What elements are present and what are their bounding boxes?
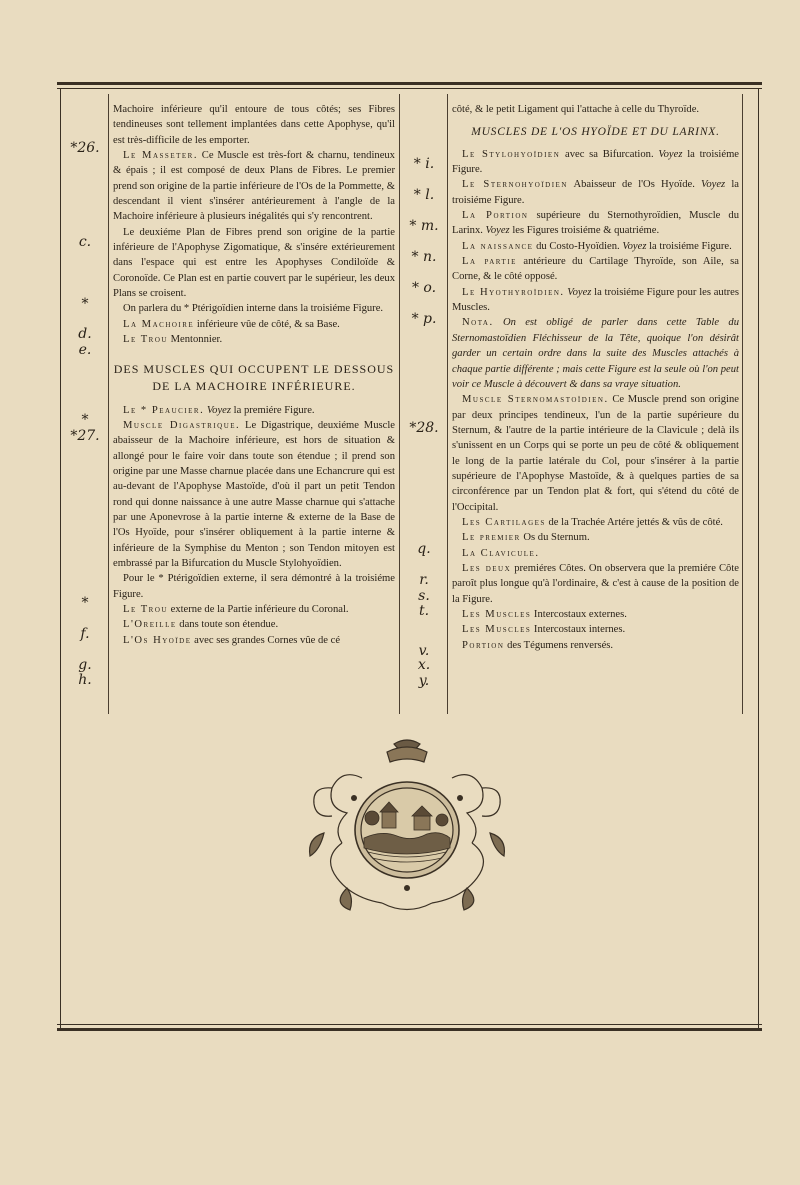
entry-text: inférieure vûe de côté, & sa Base.: [194, 318, 340, 330]
paragraph: [113, 602, 395, 617]
entry-italic: Voyez: [622, 240, 647, 252]
column-rule: [399, 94, 400, 714]
frame-bottom-rule-thin: [57, 1024, 762, 1025]
paragraph: [452, 177, 739, 208]
entry-text: Mentonnier.: [167, 334, 223, 346]
entry-text: premiéres Côtes. On observera que la premiére Côte paroît plus longue qu'à l'ordinaire, & c'est à cause de la position de la Figure.: [452, 562, 739, 605]
entry-italic: On est obligé de parler dans cette Table du Sternomastoïdien Fléchisseur de la Tête, quoique l'on désirât garder un certain ordre dans la suite des Muscles attachés à chaque partie différente ; mais cette Figure est la seule où l'on peut voir ce Muscle à découvert & dans sa vraye situation.: [452, 317, 739, 390]
entry-lead: La Machoire: [123, 318, 195, 330]
entry-text: des Tégumens renversés.: [504, 639, 614, 651]
entry-lead: Le Trou: [123, 334, 168, 346]
margin-reference: d.: [78, 326, 92, 342]
entry-lead: Nota.: [462, 317, 494, 329]
entry-text: externe de la Partie inférieure du Coronal.: [167, 603, 349, 615]
entry-text: les Figures troisiéme & quatriéme.: [509, 225, 660, 237]
margin-reference: *27.: [70, 428, 100, 444]
margin-reference: *28.: [409, 420, 439, 436]
paragraph: [113, 317, 395, 332]
entry-text: la troisiéme Figure.: [452, 179, 740, 206]
frame-left-rule: [60, 88, 61, 1028]
margin-reference: * i.: [413, 156, 435, 172]
paragraph: [452, 285, 739, 316]
entry-lead: Muscle Digastrique.: [123, 419, 241, 431]
margin-reference: c.: [78, 234, 92, 250]
entry-text: la premiére Figure.: [231, 404, 315, 416]
margin-reference: r.: [419, 572, 429, 588]
paragraph: côté, & le petit Ligament qui l'attache à celle du Thyroïde.: [452, 104, 700, 115]
column-rule: [108, 94, 109, 714]
paragraph: [452, 239, 739, 254]
paragraph: [452, 607, 739, 622]
paragraph: [113, 633, 395, 648]
entry-italic: Voyez: [206, 404, 231, 416]
entry-text: avec sa Bifurcation.: [560, 148, 659, 160]
column-rule: [742, 94, 743, 714]
entry-text: supérieure du Sternothyroïdien, Muscle du Larinx.: [452, 210, 739, 237]
section-heading: MUSCLES DE L'OS HYOÏDE ET DU LARINX.: [471, 126, 720, 139]
margin-reference: *: [81, 595, 89, 611]
margin-reference: f.: [80, 626, 90, 642]
entry-lead: Les Muscles: [462, 624, 532, 636]
entry-lead: Muscle Sternomastoïdien.: [462, 394, 609, 406]
margin-reference: * o.: [411, 280, 437, 296]
paragraph: Pour le * Ptérigoïdien externe, il sera démontré à la troisiéme Figure.: [113, 573, 395, 600]
entry-lead: Les deux: [462, 562, 512, 574]
entry-text: Ce Muscle prend son origine par deux principes tendineux, l'un de la partie supérieure du Sternum, & l'autre de la partie intérieure de la Clavicule ; delà ils s'unissent en un Corps qui se porte un peu de côté & obliquement le long de la partie latérale du Col, pour s'insérer à la partie supérieure de l'Apophyse Mastoïde, & à quelques parties de sa circonférence par un Tendon plat & fort, qui s'étend du côté de l'Occipital.: [452, 394, 739, 513]
entry-lead: La Portion: [462, 210, 529, 222]
entry-italic: Voyez: [701, 179, 726, 191]
entry-text: Abaisseur de l'Os Hyoïde.: [567, 179, 702, 191]
entry-lead: L'Os Hyoïde: [123, 634, 192, 646]
paragraph: [452, 622, 739, 637]
entry-lead: Les Cartilages: [462, 516, 546, 528]
paragraph: Le deuxiéme Plan de Fibres prend son origine de la partie inférieure de l'Apophyse Zigomatique, & s'insére extérieurement dans l'espace qui est entre les Apophyses Condiloïde & Coronoïde. Ce Plan est en partie couvert par le supérieur, les deux Plans se croisent.: [113, 226, 395, 300]
paragraph: [452, 546, 739, 561]
entry-text: Intercostaux internes.: [531, 624, 626, 636]
paragraph: [452, 254, 739, 285]
entry-lead: L'Oreille: [123, 619, 177, 631]
frame-right-rule: [758, 88, 759, 1028]
margin-reference: *26.: [70, 140, 100, 156]
left-text-column: [113, 102, 395, 648]
entry-text: Le Digastrique, deuxiéme Muscle abaisseur de la Machoire inférieure, est hors de situation & allongé pour le faire voir dans toute son étendue ; il prend son origine par une Masse charnue placée dans une Echancrure qui est au-devant de l'Apophyse Mastoïde, d'où il part un petit Tendon rond qui donne naissance à une autre Masse charnue qui s'attache par une Aponevrose à la partie interne & externe de la Base de l'Os Hyoïde, pour s'insérer obliquement à la partie interne & inférieure de la Symphise du Menton ; son Tendon mitoyen est embrassé par la Bifurcation du Muscle Stylohyoïdien.: [113, 419, 395, 569]
paragraph: [452, 147, 739, 178]
paragraph: [113, 403, 395, 418]
margin-reference: *: [81, 412, 89, 428]
entry-lead: La partie: [462, 256, 517, 268]
margin-reference: s.: [418, 588, 430, 604]
paragraph: [452, 561, 739, 607]
margin-reference: v.: [418, 643, 430, 659]
margin-reference: * l.: [413, 187, 435, 203]
entry-lead: La naissance: [462, 240, 534, 252]
column-rule: [447, 94, 448, 714]
entry-italic: Voyez: [658, 148, 683, 160]
entry-text: de la Trachée Artére jettés & vûs de côté.: [545, 516, 723, 528]
margin-reference: g.: [78, 657, 92, 673]
entry-text: Ce Muscle est très-fort & charnu, tendineux & épais ; il est composé de deux Plans de Fibres. Le premier prend son origine de la partie inférieure de l'Os de la Pommette, & descendant il vient s'insérer antérieurement à l'angle de la Machoire inférieure à plusieurs inégalités qui s'y rencontrent.: [113, 150, 395, 223]
margin-reference: e.: [78, 342, 92, 358]
paragraph: [452, 515, 739, 530]
paragraph: [113, 617, 395, 632]
paragraph: [452, 638, 739, 653]
entry-text: la troisiéme Figure.: [452, 148, 740, 176]
margin-reference: h.: [78, 672, 92, 688]
margin-reference: q.: [417, 541, 431, 557]
entry-lead: Le Masseter.: [123, 150, 198, 162]
paragraph: [113, 148, 395, 225]
paragraph: [452, 208, 739, 239]
paragraph: [113, 418, 395, 571]
entry-text: avec ses grandes Cornes vûe de cé: [191, 634, 341, 646]
entry-lead: Le * Peaucier.: [123, 404, 205, 416]
entry-lead: Le premier: [462, 532, 521, 544]
margin-reference: y.: [418, 673, 430, 689]
entry-lead: La Clavicule.: [462, 547, 540, 559]
entry-lead: Le Trou: [123, 603, 168, 615]
margin-reference: x.: [417, 657, 431, 673]
frame-bottom-rule: [57, 1028, 762, 1031]
margin-reference: * p.: [411, 311, 437, 327]
entry-text: antérieure du Cartilage Thyroïde, son Aile, sa Corne, & le côté opposé.: [452, 256, 739, 283]
paragraph: Machoire inférieure qu'il entoure de tous côtés; ses Fibres tendineuses sont tellement implantées dans cette Apophyse, qu'il est très-difficile de les emporter.: [113, 104, 395, 146]
right-text-column: [452, 102, 739, 653]
margin-reference: *: [81, 296, 89, 312]
entry-italic: Voyez: [564, 286, 592, 298]
paragraph: [113, 332, 395, 347]
entry-text: la troisiéme Figure pour les autres Muscles.: [452, 286, 739, 314]
margin-reference: * m.: [409, 218, 439, 234]
entry-lead: Les Muscles: [462, 609, 532, 620]
margin-reference: * n.: [411, 249, 437, 265]
paragraph: On parlera du * Ptérigoïdien interne dans la troisiéme Figure.: [123, 303, 384, 315]
entry-text: Os du Sternum.: [520, 532, 590, 544]
entry-italic: Voyez: [485, 225, 510, 237]
paragraph: [452, 315, 739, 392]
frame-top-rule: [57, 82, 762, 85]
entry-text: du Costo-Hyoïdien.: [533, 240, 623, 252]
margin-reference: t.: [418, 603, 430, 619]
entry-lead: Le Stylohyoïdien: [462, 148, 561, 160]
entry-text: la troisiéme Figure.: [646, 240, 732, 252]
decorative-vignette: [302, 738, 512, 918]
section-heading: DES MUSCLES QUI OCCUPENT LE DESSOUS DE LA MACHOIRE INFÉRIEURE.: [113, 361, 395, 393]
entry-lead: Le Hyothyroïdien.: [462, 286, 565, 298]
entry-text: dans toute son étendue.: [176, 619, 279, 631]
paragraph: [452, 530, 739, 545]
entry-lead: Portion: [462, 639, 505, 651]
paragraph: [452, 392, 739, 515]
entry-lead: Le Sternohyoïdien: [462, 179, 568, 191]
frame-top-rule-thin: [57, 88, 762, 89]
entry-text: Intercostaux externes.: [531, 609, 627, 620]
